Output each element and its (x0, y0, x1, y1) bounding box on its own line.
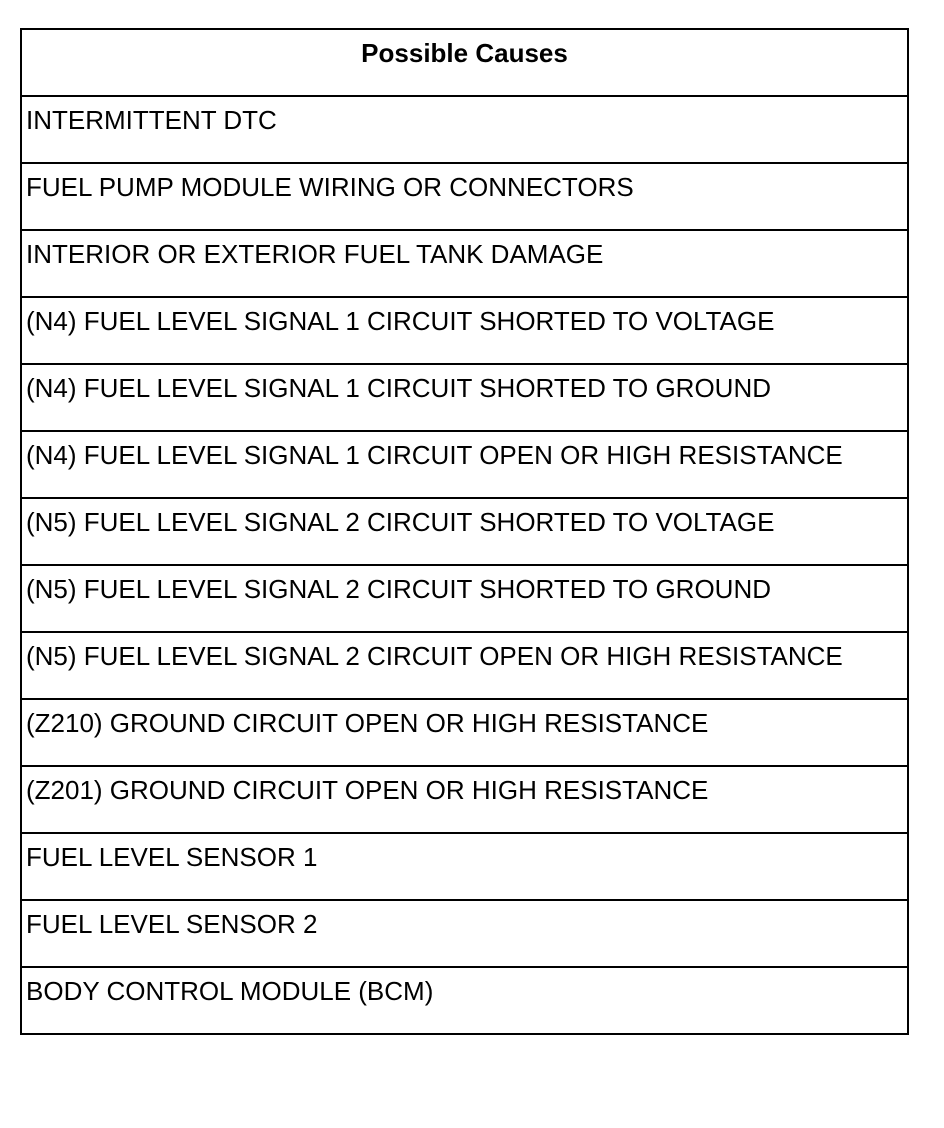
table-row (21, 163, 908, 230)
table-row (21, 967, 908, 1034)
table-row (21, 900, 908, 967)
table-cell (21, 297, 908, 364)
table-cell (21, 431, 908, 498)
cause-text: (Z210) GROUND CIRCUIT OPEN OR HIGH RESISTANCE (26, 708, 709, 738)
table-cell (21, 498, 908, 565)
cause-text: (N5) FUEL LEVEL SIGNAL 2 CIRCUIT SHORTED TO GROUND (26, 574, 772, 604)
cause-text: FUEL PUMP MODULE WIRING OR CONNECTORS (26, 172, 634, 202)
cause-text: (N4) FUEL LEVEL SIGNAL 1 CIRCUIT SHORTED TO GROUND (26, 373, 772, 403)
cause-text: (N4) FUEL LEVEL SIGNAL 1 CIRCUIT SHORTED TO VOLTAGE (26, 306, 775, 336)
table-row (21, 632, 908, 699)
table-row (21, 565, 908, 632)
table-header-row (21, 29, 908, 96)
table-row (21, 833, 908, 900)
table-cell (21, 163, 908, 230)
table-row (21, 230, 908, 297)
table-cell (21, 766, 908, 833)
table-cell (21, 833, 908, 900)
table-cell (21, 96, 908, 163)
cause-text: FUEL LEVEL SENSOR 2 (26, 909, 318, 939)
table-header-cell (21, 29, 908, 96)
table-row (21, 96, 908, 163)
table-cell (21, 230, 908, 297)
cause-text: (Z201) GROUND CIRCUIT OPEN OR HIGH RESISTANCE (26, 775, 709, 805)
cause-text: FUEL LEVEL SENSOR 1 (26, 842, 318, 872)
table-cell (21, 364, 908, 431)
cause-text: (N5) FUEL LEVEL SIGNAL 2 CIRCUIT OPEN OR HIGH RESISTANCE (26, 641, 843, 671)
table-cell (21, 967, 908, 1034)
cause-text: (N5) FUEL LEVEL SIGNAL 2 CIRCUIT SHORTED TO VOLTAGE (26, 507, 775, 537)
table-cell (21, 632, 908, 699)
table-row (21, 431, 908, 498)
table-row (21, 498, 908, 565)
table-row (21, 766, 908, 833)
cause-text: INTERMITTENT DTC (26, 105, 277, 135)
table-row (21, 297, 908, 364)
cause-text: (N4) FUEL LEVEL SIGNAL 1 CIRCUIT OPEN OR HIGH RESISTANCE (26, 440, 843, 470)
table-row (21, 699, 908, 766)
possible-causes-table (20, 28, 909, 1035)
table-cell (21, 565, 908, 632)
cause-text: INTERIOR OR EXTERIOR FUEL TANK DAMAGE (26, 239, 604, 269)
table-row (21, 364, 908, 431)
cause-text: BODY CONTROL MODULE (BCM) (26, 976, 434, 1006)
table-cell (21, 699, 908, 766)
table-header-label: Possible Causes (361, 38, 568, 68)
table-cell (21, 900, 908, 967)
